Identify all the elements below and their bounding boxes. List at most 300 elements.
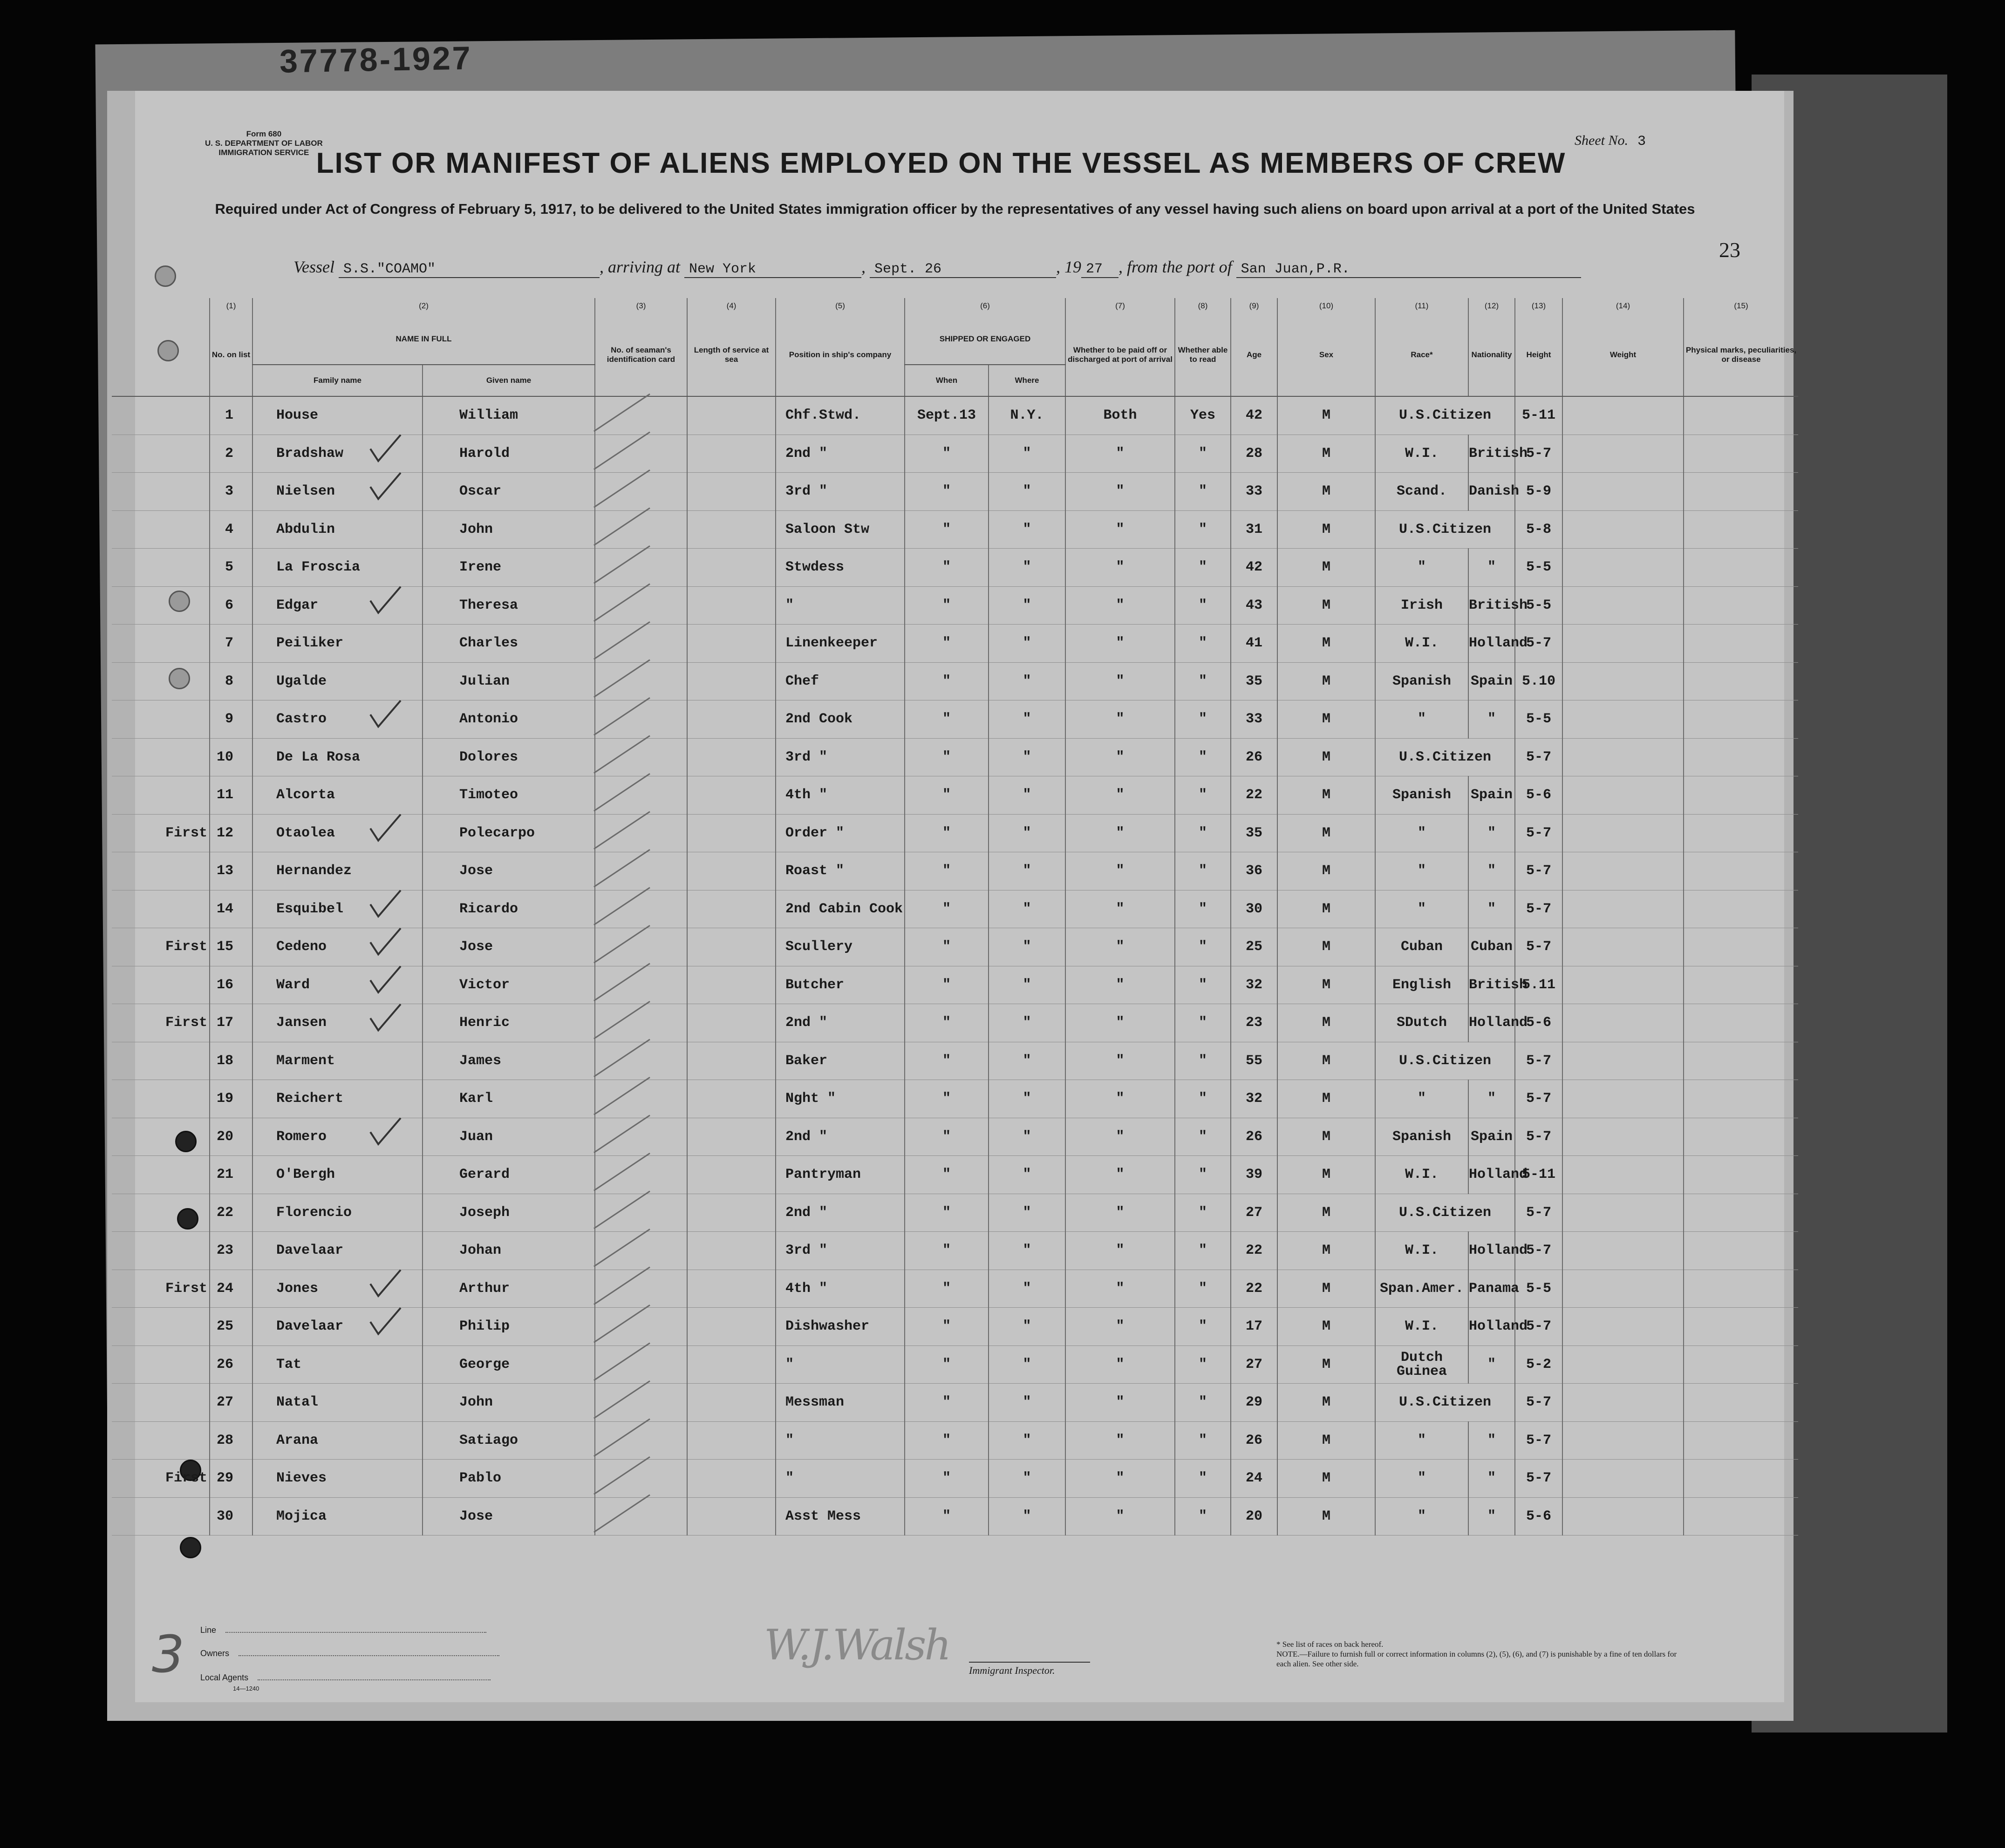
footer-agents (200, 1673, 491, 1683)
height: 5-7 (1515, 1194, 1562, 1232)
able-to-read: " (1175, 1156, 1231, 1194)
pencil-tick (594, 1343, 650, 1380)
age: 39 (1231, 1156, 1277, 1194)
pencil-tick (594, 1001, 650, 1039)
position: Butcher (776, 966, 905, 1004)
nationality: Cuban (1468, 928, 1515, 966)
position: 2nd Cabin Cook (776, 890, 905, 928)
race: " (1375, 1460, 1468, 1498)
sex: M (1277, 1384, 1375, 1422)
family-name: Florencio (252, 1194, 423, 1232)
height: 5-5 (1515, 586, 1562, 625)
shipped-where: " (989, 1042, 1065, 1080)
nationality: Spain (1468, 1118, 1515, 1156)
position: Saloon Stw (776, 510, 905, 549)
check-mark (370, 473, 401, 499)
age: 26 (1231, 1118, 1277, 1156)
row-number: 11 (210, 776, 252, 815)
race: Spanish (1375, 776, 1468, 815)
race: Irish (1375, 586, 1468, 625)
race: " (1375, 549, 1468, 587)
header-sex: Sex (1277, 314, 1375, 396)
paid-off: " (1065, 625, 1175, 663)
family-name: De La Rosa (252, 738, 423, 776)
sex: M (1277, 1421, 1375, 1460)
shipped-when: " (905, 435, 989, 473)
able-to-read: " (1175, 1384, 1231, 1422)
check-mark (370, 928, 401, 954)
given-name: Dolores (423, 738, 595, 776)
pencil-tick (594, 432, 650, 469)
shipped-where: " (989, 1270, 1065, 1308)
footer-owners (200, 1649, 499, 1658)
vessel-label: Vessel (293, 258, 334, 276)
height: 5-7 (1515, 814, 1562, 852)
given-name: Arthur (423, 1270, 595, 1308)
race: U.S.Citizen (1375, 510, 1515, 549)
shipped-where: " (989, 890, 1065, 928)
pencil-tick (594, 1305, 650, 1342)
check-mark (370, 1118, 401, 1144)
paid-off: " (1065, 1080, 1175, 1118)
shipped-when: " (905, 1460, 989, 1498)
vessel-name: S.S."COAMO" (339, 261, 600, 278)
race: Dutch Guinea (1375, 1345, 1468, 1384)
row-number: 30 (210, 1497, 252, 1535)
sex: M (1277, 1042, 1375, 1080)
family-name: Hernandez (252, 852, 423, 890)
nationality: " (1468, 1345, 1515, 1384)
height: 5-6 (1515, 776, 1562, 815)
col-number: (2) (252, 298, 595, 314)
able-to-read: " (1175, 1460, 1231, 1498)
position: 2nd " (776, 435, 905, 473)
able-to-read: " (1175, 1421, 1231, 1460)
header-shipped-engaged: SHIPPED OR ENGAGED (905, 314, 1065, 365)
year-label: , 19 (1056, 258, 1081, 276)
pencil-tick (594, 1457, 650, 1494)
given-name: John (423, 510, 595, 549)
family-name: Natal (252, 1384, 423, 1422)
nationality: " (1468, 1080, 1515, 1118)
col-number: (12) (1468, 298, 1515, 314)
pencil-tick (594, 1495, 650, 1532)
note-races: * See list of races on back hereof. (1276, 1640, 1384, 1649)
race: " (1375, 814, 1468, 852)
shipped-where: " (989, 1156, 1065, 1194)
family-name: Romero (252, 1118, 423, 1156)
pencil-tick (594, 1267, 650, 1304)
row-number: 1 (210, 396, 252, 435)
paid-off: " (1065, 1497, 1175, 1535)
note-fine: NOTE.—Failure to furnish full or correct information in columns (2), (5), (6), and (7) is punishable by a fine of ten dollars for each alien. See other side. (1276, 1650, 1677, 1668)
col-number: (15) (1684, 298, 1798, 314)
family-name: Marment (252, 1042, 423, 1080)
shipped-when: " (905, 1042, 989, 1080)
check-mark (370, 815, 401, 841)
given-name: Ricardo (423, 890, 595, 928)
row-number: 4 (210, 510, 252, 549)
pencil-tick (594, 849, 650, 887)
sex: M (1277, 473, 1375, 511)
row-number: 7 (210, 625, 252, 663)
col-number: (11) (1375, 298, 1468, 314)
able-to-read: " (1175, 966, 1231, 1004)
paid-off: " (1065, 738, 1175, 776)
margin-cell: First (112, 1460, 210, 1498)
sex: M (1277, 396, 1375, 435)
row-number: 20 (210, 1118, 252, 1156)
sex: M (1277, 1460, 1375, 1498)
arrival-date: Sept. 26 (870, 261, 1056, 278)
row-number: 15 (210, 928, 252, 966)
family-name: Edgar (252, 586, 423, 625)
col-number: (4) (687, 298, 776, 314)
paid-off: " (1065, 1460, 1175, 1498)
race: W.I. (1375, 625, 1468, 663)
family-name: Arana (252, 1421, 423, 1460)
col-number: (7) (1065, 298, 1175, 314)
shipped-when: " (905, 1421, 989, 1460)
nationality: Holland (1468, 1156, 1515, 1194)
height: 5-7 (1515, 1384, 1562, 1422)
position: Asst Mess (776, 1497, 905, 1535)
family-name: Davelaar (252, 1308, 423, 1346)
race: U.S.Citizen (1375, 1042, 1515, 1080)
age: 36 (1231, 852, 1277, 890)
sex: M (1277, 662, 1375, 700)
paid-off: " (1065, 1345, 1175, 1384)
age: 30 (1231, 890, 1277, 928)
col-number: (5) (776, 298, 905, 314)
vessel-line: Vessel S.S."COAMO" , arriving at New York , Sept. 26 , 19 27 , from the port of San Juan,P.R. (293, 257, 1581, 278)
row-number: 27 (210, 1384, 252, 1422)
shipped-where: " (989, 1194, 1065, 1232)
given-name: Jose (423, 1497, 595, 1535)
department: U. S. DEPARTMENT OF LABOR (205, 139, 323, 148)
paid-off: " (1065, 1232, 1175, 1270)
pencil-tick (594, 736, 650, 773)
race: U.S.Citizen (1375, 1194, 1515, 1232)
age: 32 (1231, 966, 1277, 1004)
able-to-read: Yes (1175, 396, 1231, 435)
shipped-where: " (989, 1080, 1065, 1118)
col-number: (1) (210, 298, 252, 314)
able-to-read: " (1175, 1118, 1231, 1156)
shipped-where: " (989, 852, 1065, 890)
shipped-when: " (905, 1345, 989, 1384)
pencil-tick (594, 470, 650, 507)
race: English (1375, 966, 1468, 1004)
shipped-where: " (989, 928, 1065, 966)
age: 42 (1231, 396, 1277, 435)
sex: M (1277, 1118, 1375, 1156)
header-given-name: Given name (423, 365, 595, 396)
shipped-when: " (905, 1497, 989, 1535)
row-number: 2 (210, 435, 252, 473)
position: 3rd " (776, 1232, 905, 1270)
row-number: 8 (210, 662, 252, 700)
position: 4th " (776, 1270, 905, 1308)
race: Spanish (1375, 1118, 1468, 1156)
row-number: 16 (210, 966, 252, 1004)
pencil-tick (594, 622, 650, 659)
col-number: (10) (1277, 298, 1375, 314)
height: 5-8 (1515, 510, 1562, 549)
sex: M (1277, 1345, 1375, 1384)
given-name: Irene (423, 549, 595, 587)
row-number: 14 (210, 890, 252, 928)
shipped-when: " (905, 1270, 989, 1308)
age: 22 (1231, 1232, 1277, 1270)
able-to-read: " (1175, 1080, 1231, 1118)
shipped-when: " (905, 473, 989, 511)
able-to-read: " (1175, 510, 1231, 549)
sex: M (1277, 928, 1375, 966)
pencil-tick (594, 698, 650, 735)
position: 2nd " (776, 1004, 905, 1042)
age: 33 (1231, 473, 1277, 511)
height: 5-5 (1515, 549, 1562, 587)
age: 27 (1231, 1194, 1277, 1232)
able-to-read: " (1175, 473, 1231, 511)
row-number: 17 (210, 1004, 252, 1042)
pencil-tick (594, 1381, 650, 1418)
age: 43 (1231, 586, 1277, 625)
age: 29 (1231, 1384, 1277, 1422)
arrival-port: New York (684, 261, 861, 278)
family-name: Otaolea (252, 814, 423, 852)
col-number: (14) (1562, 298, 1684, 314)
shipped-when: " (905, 1080, 989, 1118)
nationality: " (1468, 814, 1515, 852)
col-number: (6) (905, 298, 1065, 314)
family-name: Mojica (252, 1497, 423, 1535)
height: 5.10 (1515, 662, 1562, 700)
age: 27 (1231, 1345, 1277, 1384)
agents-code: 14—1240 (233, 1685, 259, 1692)
age: 42 (1231, 549, 1277, 587)
able-to-read: " (1175, 662, 1231, 700)
given-name: Harold (423, 435, 595, 473)
pencil-tick (594, 584, 650, 621)
nationality: " (1468, 852, 1515, 890)
able-to-read: " (1175, 890, 1231, 928)
shipped-where: " (989, 473, 1065, 511)
family-name: Alcorta (252, 776, 423, 815)
race: W.I. (1375, 1308, 1468, 1346)
row-number: 9 (210, 700, 252, 739)
header-seaman-id: No. of seaman's identification card (595, 314, 687, 396)
position: Chef (776, 662, 905, 700)
inspector-label: Immigrant Inspector. (969, 1662, 1090, 1677)
paid-off: " (1065, 852, 1175, 890)
shipped-when: " (905, 1232, 989, 1270)
row-number: 10 (210, 738, 252, 776)
paid-off: " (1065, 700, 1175, 739)
able-to-read: " (1175, 1004, 1231, 1042)
given-name: George (423, 1345, 595, 1384)
sex: M (1277, 1232, 1375, 1270)
shipped-when: " (905, 625, 989, 663)
family-name: Nieves (252, 1460, 423, 1498)
pencil-tick (594, 1191, 650, 1229)
age: 35 (1231, 814, 1277, 852)
agents-label: Local Agents (200, 1673, 249, 1682)
height: 5-2 (1515, 1345, 1562, 1384)
family-name: La Froscia (252, 549, 423, 587)
paid-off: " (1065, 1194, 1175, 1232)
able-to-read: " (1175, 814, 1231, 852)
given-name: Johan (423, 1232, 595, 1270)
page-title: LIST OR MANIFEST OF ALIENS EMPLOYED ON THE VESSEL AS MEMBERS OF CREW (316, 147, 1566, 179)
family-name: Ward (252, 966, 423, 1004)
given-name: Jose (423, 852, 595, 890)
age: 20 (1231, 1497, 1277, 1535)
shipped-when: " (905, 549, 989, 587)
margin-cell: First (112, 928, 210, 966)
paid-off: " (1065, 966, 1175, 1004)
inspector-signature: W.J.Walsh (764, 1621, 950, 1670)
margin-number: 3 (152, 1624, 184, 1684)
race: " (1375, 1497, 1468, 1535)
header-no-on-list: No. on list (210, 314, 252, 396)
shipped-where: " (989, 1460, 1065, 1498)
nationality: Holland (1468, 625, 1515, 663)
race: SDutch (1375, 1004, 1468, 1042)
race: Span.Amer. (1375, 1270, 1468, 1308)
shipped-when: " (905, 1308, 989, 1346)
paid-off: " (1065, 473, 1175, 511)
col-number: (8) (1175, 298, 1231, 314)
shipped-when: " (905, 1004, 989, 1042)
given-name: Gerard (423, 1156, 595, 1194)
position: " (776, 586, 905, 625)
sex: M (1277, 852, 1375, 890)
footer-line (200, 1625, 486, 1635)
shipped-when: " (905, 700, 989, 739)
check-mark (370, 966, 401, 992)
race: " (1375, 700, 1468, 739)
given-name: Antonio (423, 700, 595, 739)
able-to-read: " (1175, 776, 1231, 815)
check-mark (370, 1004, 401, 1030)
sheet-label: Sheet No. (1575, 133, 1628, 148)
height: 5-5 (1515, 1270, 1562, 1308)
height: 5-11 (1515, 396, 1562, 435)
height: 5-7 (1515, 1421, 1562, 1460)
row-number: 29 (210, 1460, 252, 1498)
able-to-read: " (1175, 700, 1231, 739)
position: 4th " (776, 776, 905, 815)
family-name: Jansen (252, 1004, 423, 1042)
row-number: 23 (210, 1232, 252, 1270)
given-name: Polecarpo (423, 814, 595, 852)
margin-cell: First (112, 1004, 210, 1042)
pencil-tick (594, 964, 650, 1001)
family-name: O'Bergh (252, 1156, 423, 1194)
paid-off: " (1065, 1270, 1175, 1308)
shipped-when: " (905, 738, 989, 776)
sex: M (1277, 814, 1375, 852)
race: W.I. (1375, 435, 1468, 473)
height: 5-7 (1515, 738, 1562, 776)
service: IMMIGRATION SERVICE (218, 148, 309, 157)
sex: M (1277, 435, 1375, 473)
able-to-read: " (1175, 625, 1231, 663)
sex: M (1277, 510, 1375, 549)
position: Pantryman (776, 1156, 905, 1194)
paid-off: " (1065, 1118, 1175, 1156)
form-number: Form 680 (246, 129, 282, 138)
able-to-read: " (1175, 738, 1231, 776)
shipped-where: " (989, 1308, 1065, 1346)
pencil-tick (594, 774, 650, 811)
check-mark (370, 890, 401, 917)
shipped-when: " (905, 1156, 989, 1194)
shipped-where: " (989, 1345, 1065, 1384)
sex: M (1277, 1270, 1375, 1308)
height: 5-7 (1515, 1042, 1562, 1080)
age: 35 (1231, 662, 1277, 700)
age: 25 (1231, 928, 1277, 966)
header-physical: Physical marks, peculiarities, or disease (1684, 314, 1798, 396)
header-nationality: Nationality (1468, 314, 1515, 396)
family-name: Ugalde (252, 662, 423, 700)
shipped-when: " (905, 966, 989, 1004)
position: 2nd " (776, 1118, 905, 1156)
height: 5-7 (1515, 852, 1562, 890)
pencil-tick (594, 1419, 650, 1456)
shipped-where: " (989, 1384, 1065, 1422)
check-mark (370, 435, 401, 461)
nationality: British (1468, 966, 1515, 1004)
paid-off: " (1065, 1308, 1175, 1346)
header-height: Height (1515, 314, 1562, 396)
shipped-when: " (905, 890, 989, 928)
nationality: British (1468, 435, 1515, 473)
given-name: Theresa (423, 586, 595, 625)
race: U.S.Citizen (1375, 1384, 1515, 1422)
col-number: (9) (1231, 298, 1277, 314)
pencil-tick (594, 888, 650, 925)
nationality: " (1468, 700, 1515, 739)
nationality: " (1468, 549, 1515, 587)
row-number: 24 (210, 1270, 252, 1308)
shipped-where: " (989, 776, 1065, 815)
race: " (1375, 1421, 1468, 1460)
age: 22 (1231, 776, 1277, 815)
given-name: Timoteo (423, 776, 595, 815)
shipped-where: " (989, 1118, 1065, 1156)
shipped-where: " (989, 1497, 1065, 1535)
given-name: John (423, 1384, 595, 1422)
paid-off: " (1065, 549, 1175, 587)
check-mark (370, 587, 401, 613)
position: Order " (776, 814, 905, 852)
row-number: 26 (210, 1345, 252, 1384)
family-name: Abdulin (252, 510, 423, 549)
position: Linenkeeper (776, 625, 905, 663)
race: " (1375, 852, 1468, 890)
position: Dishwasher (776, 1308, 905, 1346)
sex: M (1277, 1194, 1375, 1232)
age: 41 (1231, 625, 1277, 663)
sex: M (1277, 890, 1375, 928)
shipped-when: " (905, 1194, 989, 1232)
race: U.S.Citizen (1375, 738, 1515, 776)
given-name: Satiago (423, 1421, 595, 1460)
